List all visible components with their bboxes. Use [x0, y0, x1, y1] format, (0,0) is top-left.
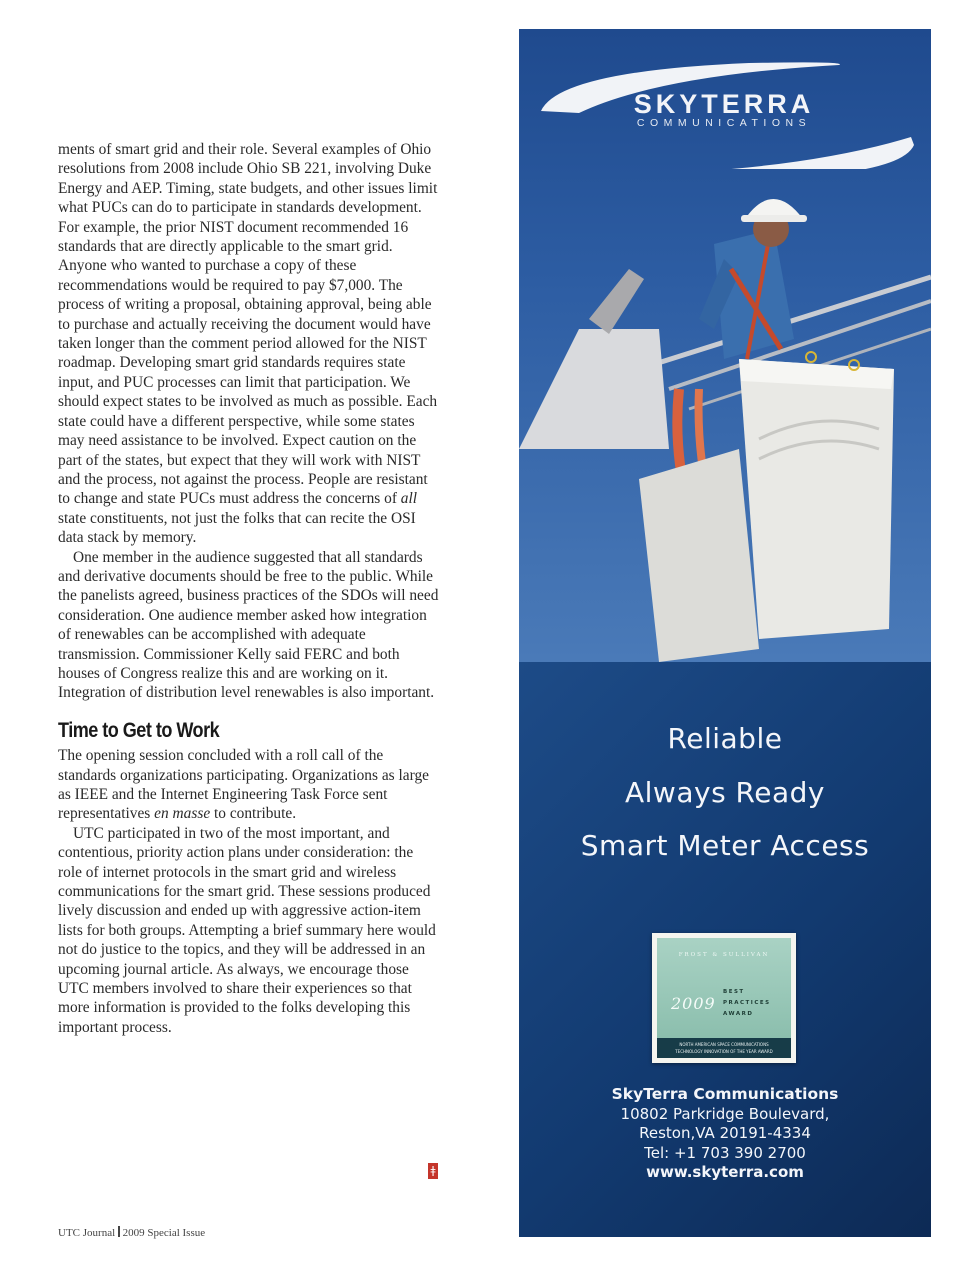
city-address: Reston,VA 20191-4334: [639, 1124, 811, 1142]
street-address: 10802 Parkridge Boulevard,: [620, 1104, 830, 1123]
logo-wordmark: SKYTERRA: [633, 89, 815, 119]
award-badge: [652, 933, 796, 1063]
page-footer: [58, 1226, 205, 1239]
website-link[interactable]: www.skyterra.com: [646, 1163, 804, 1181]
award-title: BEST PRACTICES AWARD: [723, 989, 771, 1017]
article-paragraph-2: One member in the audience suggested that all standards and derivative documents should be free to the public. While the panelists agreed, business practices of the SDOs will need consideration. One audience member asked how integration of renewables can be accomplished with adequate transmission. Commissioner Kelly said FERC and both houses of Congress realize this and are working on it. Integration of distribution level renewables is also important.: [58, 548, 439, 702]
article-paragraph-3: The opening session concluded with a roll call of the standards organizations participating. Organizations as large as IEEE and the Internet Engineering Task Force sent representatives en masse to contribute.: [58, 747, 429, 823]
footer-divider: [118, 1226, 120, 1237]
award-org: FROST & SULLIVAN: [678, 952, 770, 958]
article-paragraph-1: ments of smart grid and their role. Several examples of Ohio resolutions from 2008 include Ohio SB 221, involving Duke Energy and AEP. Timing, state budgets, and other issues limit what PUCs can do to participate in standards development. For example, the prior NIST document recommended 16 standards that are directly applicable to the smart grid. Anyone who wanted to purchase a copy of these recommendations would be required to pay $7,000. The process of writing a proposal, obtaining approval, being able to purchase and actually receiving the document would have taken longer than the comment period allowed for the NIST roadmap. Developing smart grid standards requires state input, and PUC processes can limit that participation. We should expect states to be involved as much as possible. Each state could have a different perspective, while some states may need assistance to be involved. Expect caution on the part of the states, but expect that they will work with NIST and the process, not against the process. People are resistant to change and state PUCs must address the concerns of all state constituents, not just the folks that can recite the OSI data stack by memory.: [58, 141, 438, 547]
telephone: Tel: +1 703 390 2700: [644, 1143, 806, 1162]
tagline-smart-meter: Smart Meter Access: [580, 829, 870, 862]
tagline-reliable: Reliable: [667, 722, 783, 755]
footer-issue: 2009 Special Issue: [122, 1227, 206, 1239]
end-of-article-icon: ǂ: [428, 1163, 438, 1179]
logo-subtitle: COMMUNICATIONS: [636, 117, 812, 129]
article-paragraph-4: UTC participated in two of the most important, and contentious, priority action plans under consideration: the role of internet protocols in the smart grid and wireless communications for the smart grid. These sessions produced lively discussion and ended up with aggressive action-item lists for both groups. Attempting a brief summary here would not do justice to the topics, and they will be addressed in an upcoming journal article. As always, we encourage those UTC members involved to share their experiences so that more information is provided to the folks developing this important process.: [58, 824, 436, 1036]
footer-journal: UTC Journal: [58, 1227, 116, 1239]
lineworker-photo: [519, 29, 931, 662]
skyterra-advertisement: [519, 29, 931, 1237]
company-name: SkyTerra Communications: [611, 1085, 839, 1103]
tagline-always-ready: Always Ready: [625, 776, 825, 809]
article-column: [58, 140, 440, 1037]
section-heading: Time to Get to Work: [58, 718, 220, 742]
company-address: [519, 1085, 931, 1183]
award-caption: NORTH AMERICAN SPACE COMMUNICATIONS TECHNOLOGY INNOVATION OF THE YEAR AWARD: [657, 1038, 791, 1058]
award-year: 2009: [671, 994, 716, 1013]
